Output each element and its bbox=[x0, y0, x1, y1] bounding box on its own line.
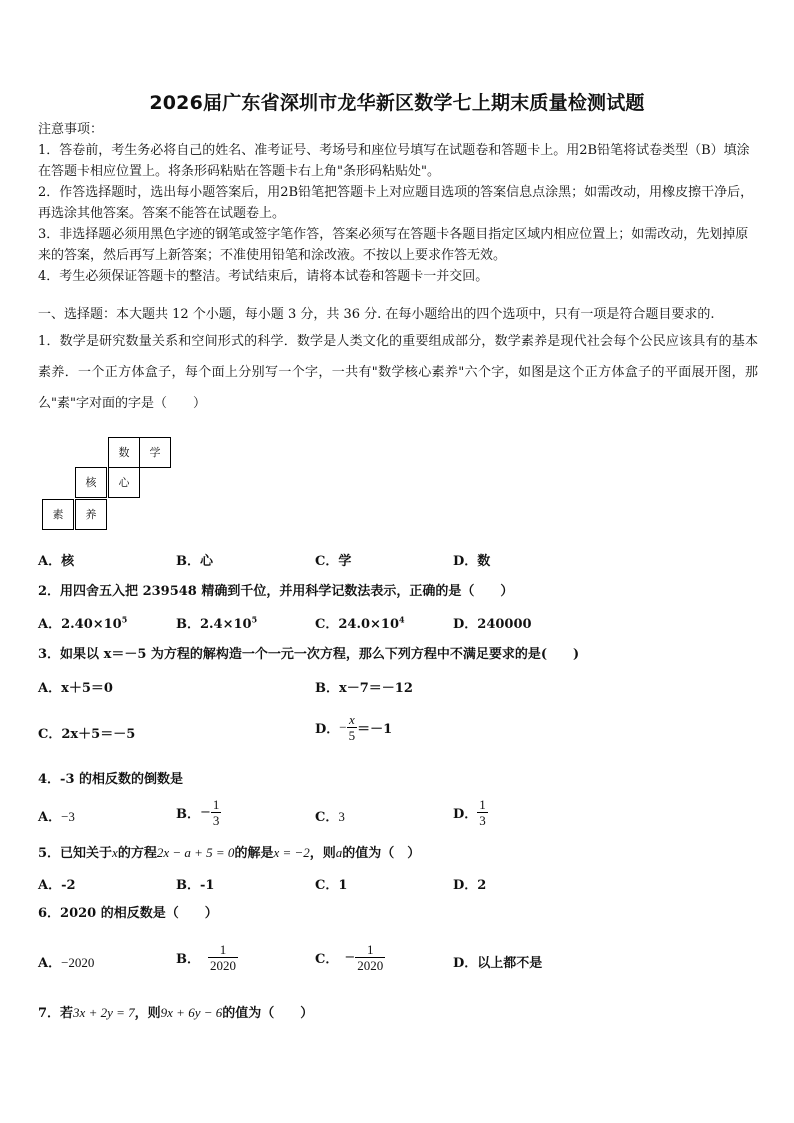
notice-item: 1．答卷前，考生务必将自己的姓名、准考证号、考场号和座位号填写在试题卷和答题卡上。用2B铅笔将试卷类型（B）填涂在答题卡相应位置上。将条形码粘贴在答题卡右上角"条形码粘贴处"。 bbox=[38, 143, 750, 179]
option-b: B．-1 bbox=[176, 878, 215, 893]
option-c: C．3 bbox=[315, 809, 345, 825]
option-a: A．x＋5＝0 bbox=[38, 681, 113, 696]
question-7-stem: 7．若3x + 2y = 7，则9x + 6y − 6的值为（ ） bbox=[38, 1005, 314, 1021]
question-4-stem: 4．-3 的相反数的倒数是 bbox=[38, 772, 184, 787]
option-d: D．− $\frac{x}{5}$ ＝－1 bbox=[315, 712, 393, 743]
option-c: C．1 bbox=[315, 878, 348, 893]
net-cell: 养 bbox=[75, 499, 107, 530]
section-heading: 一、选择题：本大题共 12 个小题，每小题 3 分，共 36 分. 在每小题给出的四个选项中，只有一项是符合题目要求的. bbox=[38, 307, 715, 322]
notice-block bbox=[38, 119, 758, 287]
option-a: A．$2.40\times 10^5$ bbox=[38, 614, 128, 632]
net-cell: 核 bbox=[75, 467, 107, 498]
option-c: C．2x＋5＝－5 bbox=[38, 727, 136, 742]
question-6-stem: 6．2020 的相反数是（ ） bbox=[38, 906, 218, 921]
option-a: A．−2020 bbox=[38, 955, 95, 971]
net-cell: 学 bbox=[139, 437, 171, 468]
net-cell: 素 bbox=[42, 499, 74, 530]
option-c: C． − $\frac{1}{2020}$ bbox=[315, 942, 384, 973]
option-a: A．−3 bbox=[38, 809, 75, 825]
net-cell: 心 bbox=[108, 467, 140, 498]
notice-item: 4．考生必须保证答题卡的整洁。考试结束后，请将本试卷和答题卡一并交回。 bbox=[38, 269, 489, 284]
question-5-stem: 5．已知关于x的方程2x − a + 5 = 0的解是x = −2，则a的值为（ ） bbox=[38, 845, 421, 861]
notice-heading: 注意事项： bbox=[38, 122, 104, 137]
question-3-stem: 3．如果以 x＝－5 为方程的解构造一个一元一次方程，那么下列方程中不满足要求的是( ) bbox=[38, 647, 580, 662]
option-c: C．学 bbox=[315, 554, 352, 569]
option-b: B．− $\frac{1}{3}$ bbox=[176, 797, 220, 828]
option-a: A．-2 bbox=[38, 878, 76, 893]
notice-item: 2．作答选择题时，选出每小题答案后，用2B铅笔把答题卡上对应题目选项的答案信息点涂黑；如需改动，用橡皮擦干净后，再选涂其他答案。答案不能答在试题卷上。 bbox=[38, 185, 754, 221]
question-2-stem: 2．用四舍五入把 239548 精确到千位，并用科学记数法表示，正确的是（ ） bbox=[38, 584, 514, 599]
net-cell: 数 bbox=[108, 437, 140, 468]
option-b: B．$2.4\times 10^5$ bbox=[176, 614, 258, 632]
page-title: 2026届广东省深圳市龙华新区数学七上期末质量检测试题 bbox=[149, 92, 645, 114]
option-c: C．$24.0\times 10^4$ bbox=[315, 614, 405, 632]
notice-item: 3．非选择题必须用黑色字迹的钢笔或签字笔作答，答案必须写在答题卡各题目指定区域内相应位置上；如需改动，先划掉原来的答案，然后再写上新答案；不准使用铅笔和涂改液。不按以上要求作答无效。 bbox=[38, 227, 749, 263]
option-b: B．x－7＝－12 bbox=[315, 681, 413, 696]
option-d: D． $\frac{1}{3}$ bbox=[453, 797, 486, 828]
option-b: B．心 bbox=[176, 554, 213, 569]
option-d: D．以上都不是 bbox=[453, 956, 543, 971]
option-d: D．240000 bbox=[453, 617, 532, 632]
question-1-stem: 1．数学是研究数量关系和空间形式的科学．数学是人类文化的重要组成部分，数学素养是现代社会每个公民应该具有的基本素养．一个正方体盒子，每个面上分别写一个字，一共有"数学核心素养"六个字，如图是这个正方体盒子的平面展开图，那么"素"字对面的字是（ ） bbox=[38, 334, 758, 411]
option-b: B． $\frac{1}{2020}$ bbox=[176, 942, 236, 973]
option-d: D．2 bbox=[453, 878, 487, 893]
option-d: D．数 bbox=[453, 554, 491, 569]
option-a: A．核 bbox=[38, 554, 75, 569]
